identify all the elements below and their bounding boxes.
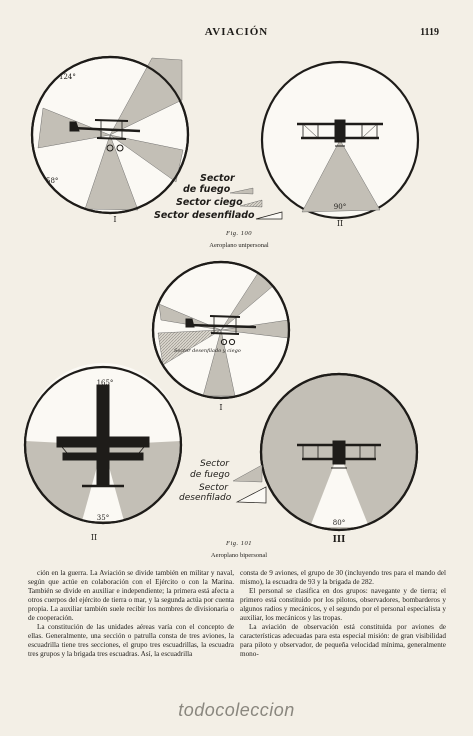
text-column-right — [240, 569, 446, 685]
fig101-legend — [179, 459, 266, 503]
text-column-left — [28, 569, 234, 685]
paragraph: La aviación de observación está constituida por aviones de características adecuadas para esta especial misión: de gran visibilidad para piloto y observador, de pequeña velocidad mínima, generalmente mono- — [240, 622, 446, 658]
fig101-label: Fig. 101 — [225, 540, 253, 547]
fig101-angle-35: 35° — [96, 514, 110, 522]
paragraph: consta de 9 aviones, el grupo de 30 (incluyendo tres para el mando del mismo), la escuadra de 93 y la brigada de 282. — [240, 569, 446, 586]
fig101-diagram-II — [25, 363, 181, 542]
fig100-angle-58: 58° — [46, 177, 59, 185]
paragraph: El personal se clasifica en dos grupos: navegante y de tierra; el primero está constituido por los pilotos, observadores, bombarderos y algunos radios y mecánicos, y el segundo por el personal especialista y auxiliar, los mecánicos y las tropas. — [240, 586, 446, 622]
fig100-label: Fig. 100 — [225, 230, 253, 237]
fig100-caption-text: Aeroplano unipersonal — [209, 242, 269, 249]
body-text — [28, 569, 446, 685]
fig101-legend-fuego: Sector de fuego — [190, 459, 230, 480]
fig101-roman-II: II — [90, 533, 98, 542]
fig101-caption-text: Aeroplano bipersonal — [210, 552, 268, 559]
fig101-roman-I: I — [219, 403, 223, 412]
fig101-angle-165: 165° — [96, 379, 114, 387]
watermark: todocoleccion — [178, 700, 295, 720]
fig100-diagram-II — [262, 62, 418, 228]
page-number: 1119 — [420, 27, 439, 38]
fig100-diagram-I — [32, 57, 188, 224]
paragraph: ción en la guerra. La Aviación se divide también en militar y naval, según que actúe en colaboración con el Ejército o con la Marina. También se divide en auxiliar e independiente; la primera está afecta a otros cuerpos del ejército de tierra o mar, y la segunda actúa por cuenta propia. La auxiliar también suele recibir los nombres de divisionaria o de cooperación. — [28, 569, 234, 622]
fig101-roman-III: III — [332, 535, 346, 545]
fig101-legend-desenfilado: Sector desenfilado — [179, 483, 232, 503]
fig100-caption — [169, 230, 309, 249]
fig101-angle-80: 80° — [332, 519, 346, 527]
fig101-diagram-I — [153, 262, 289, 412]
fig100-angle-124: 124° — [59, 73, 76, 81]
fig100-legend-fuego: Sector de fuego — [183, 173, 235, 195]
fig100-legend-desenfilado: Sector desenfilado — [154, 210, 255, 221]
fig100-angle-90: 90° — [333, 203, 347, 211]
fig101-blind-label: Sector desenfilado y ciego — [174, 348, 241, 354]
fig100-legend-ciego: Sector ciego — [176, 197, 243, 208]
paragraph: La constitución de las unidades aéreas varía con el concepto de ellas. Generalmente, una sección o patrulla consta de tres aviones, la escuadrilla tiene tres secciones, el grupo tres escuadrillas, la escuadra tres grupos y la brigada tres escuadras. Así, la escuadrilla — [28, 622, 234, 658]
page-title: AVIACIÓN — [204, 26, 269, 38]
fig100-roman-I: I — [113, 215, 117, 224]
fig100-roman-II: II — [336, 219, 344, 228]
fig101-caption — [169, 540, 309, 559]
fig101-diagram-III — [261, 374, 417, 545]
